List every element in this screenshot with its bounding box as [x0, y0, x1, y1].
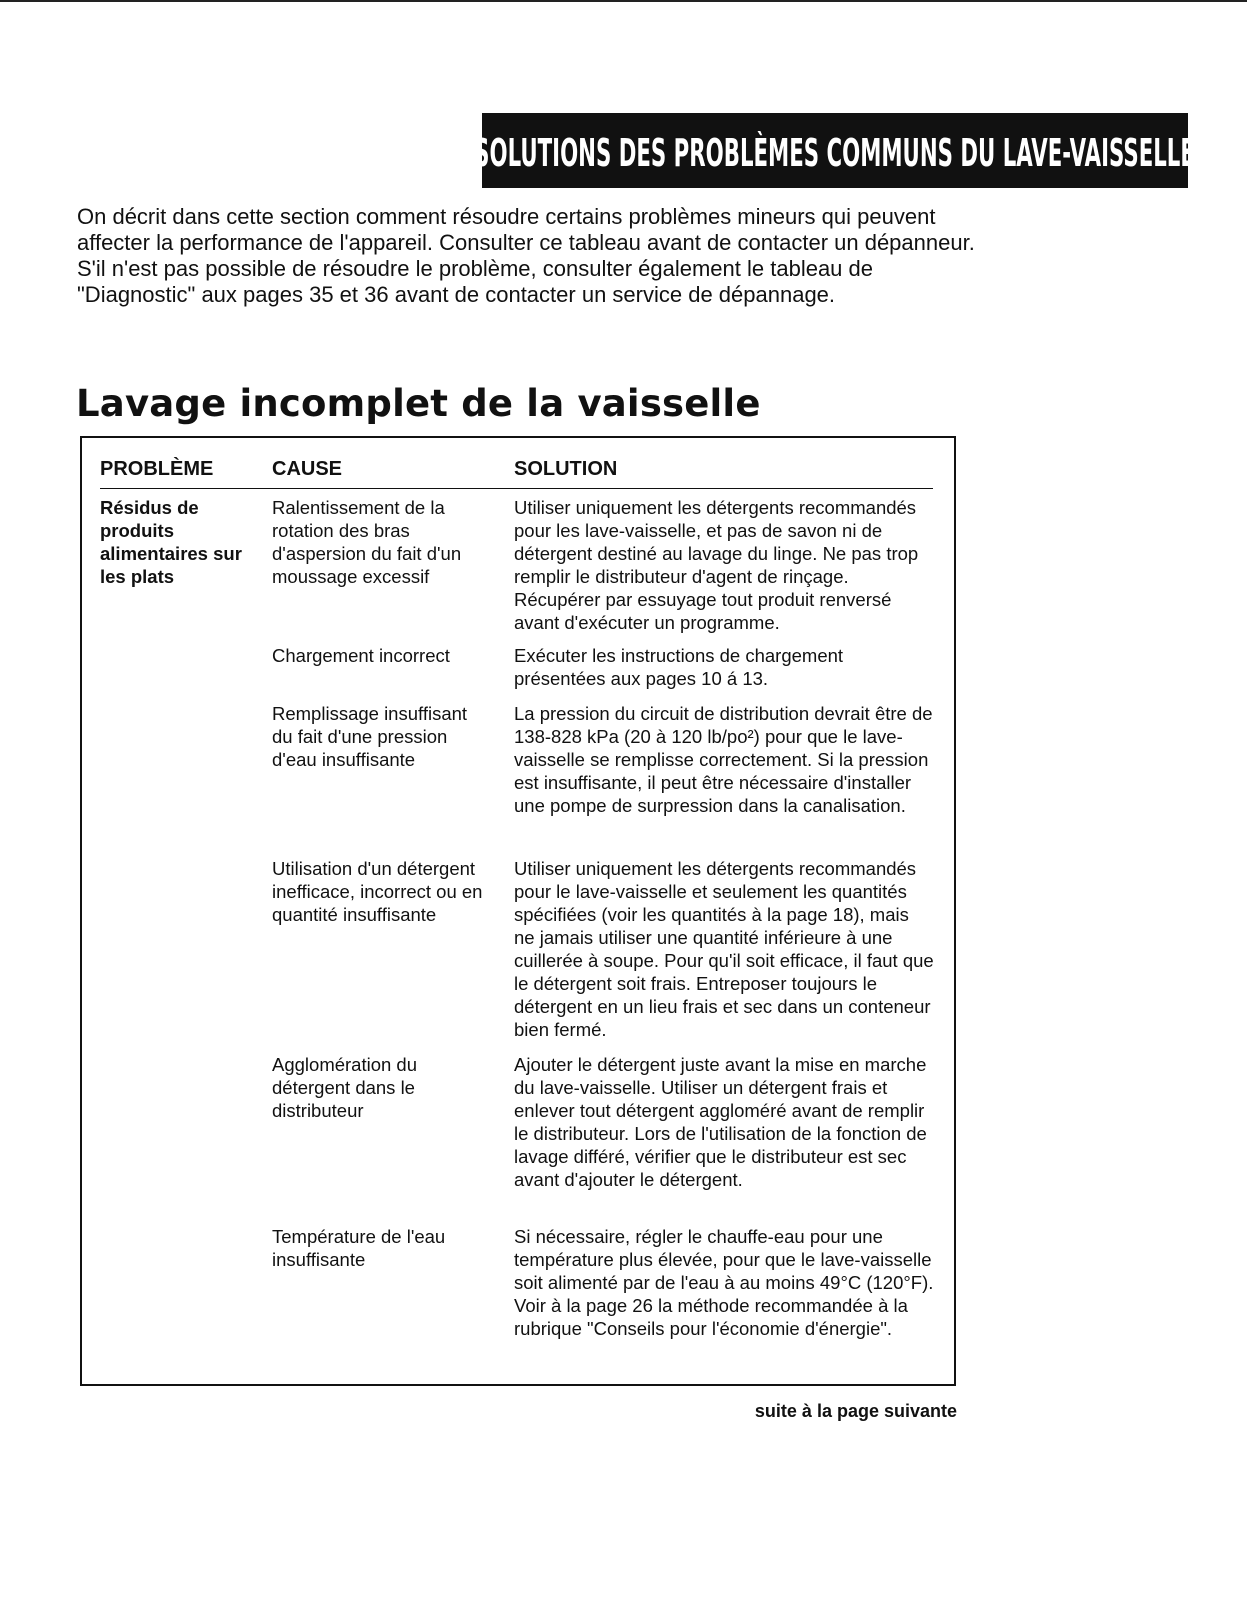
- cause-cell: Agglomération du détergent dans le distributeur: [272, 1054, 418, 1121]
- cause-cell: Remplissage insuffisant du fait d'une pression d'eau insuffisante: [272, 703, 468, 770]
- intro-paragraph: On décrit dans cette section comment résoudre certains problèmes mineurs qui peuvent affecter la performance de l'appareil. Consulter ce tableau avant de contacter un dépanneur. S'il n'est pas possible de résoudre le problème, consulter également le tableau de "Diagnostic" aux pages 35 et 36 avant de contacter un service de dépannage.: [77, 204, 975, 307]
- section-title: Lavage incomplet de la vaisselle: [76, 382, 761, 425]
- cause-cell: Ralentissement de la rotation des bras d'aspersion du fait d'un moussage excessif: [272, 497, 462, 587]
- column-header-cause: CAUSE: [272, 458, 343, 480]
- solution-cell: Exécuter les instructions de chargement présentées aux pages 10 á 13.: [514, 645, 844, 689]
- banner-title: SOLUTIONS DES PROBLÈMES COMMUNS DU LAVE-VAISSELLE: [474, 130, 1196, 175]
- solution-cell: Utiliser uniquement les détergents recommandés pour les lave-vaisselle, et pas de savon ni de détergent destiné au lavage du linge. Ne pas trop remplir le distributeur d'agent de rinçage. Récupérer par essuyage tout produit renversé avant d'exécuter un programme.: [514, 497, 919, 633]
- continued-note: suite à la page suivante: [754, 1401, 957, 1421]
- column-header-solution: SOLUTION: [514, 458, 618, 480]
- top-rule: [0, 0, 1247, 2]
- cause-cell: Chargement incorrect: [272, 645, 450, 666]
- section-banner: [474, 113, 1196, 188]
- header-rule: [100, 488, 933, 489]
- solution-cell: Si nécessaire, régler le chauffe-eau pour une température plus élevée, pour que le lave-vaisselle soit alimenté par de l'eau à au moins 49°C (120°F). Voir à la page 26 la méthode recommandée à la rubrique "Conseils pour l'économie d'énergie".: [514, 1226, 934, 1339]
- problem-label: Résidus de produits alimentaires sur les plats: [100, 497, 242, 587]
- column-header-problem: PROBLÈME: [100, 458, 214, 480]
- cause-cell: Température de l'eau insuffisante: [272, 1226, 446, 1270]
- solution-cell: Utiliser uniquement les détergents recommandés pour le lave-vaisselle et seulement les quantités spécifiées (voir les quantités à la page 18), mais ne jamais utiliser une quantité inférieure à une cuillerée à soupe. Pour qu'il soit efficace, il faut que le détergent soit frais. Entreposer toujours le détergent en un lieu frais et sec dans un conteneur bien fermé.: [514, 858, 934, 1040]
- cause-cell: Utilisation d'un détergent inefficace, incorrect ou en quantité insuffisante: [272, 858, 483, 925]
- solution-cell: La pression du circuit de distribution devrait être de 138-828 kPa (20 à 120 lb/po²) pour que le lave-vaisselle se remplisse correctement. Si la pression est insuffisante, il peut être nécessaire d'installer une pompe de surpression dans la canalisation.: [514, 703, 933, 816]
- solution-cell: Ajouter le détergent juste avant la mise en marche du lave-vaisselle. Utiliser un détergent frais et enlever tout détergent aggloméré avant de remplir le distributeur. Lors de l'utilisation de la fonction de lavage différé, vérifier que le distributeur est sec avant d'ajouter le détergent.: [514, 1054, 927, 1190]
